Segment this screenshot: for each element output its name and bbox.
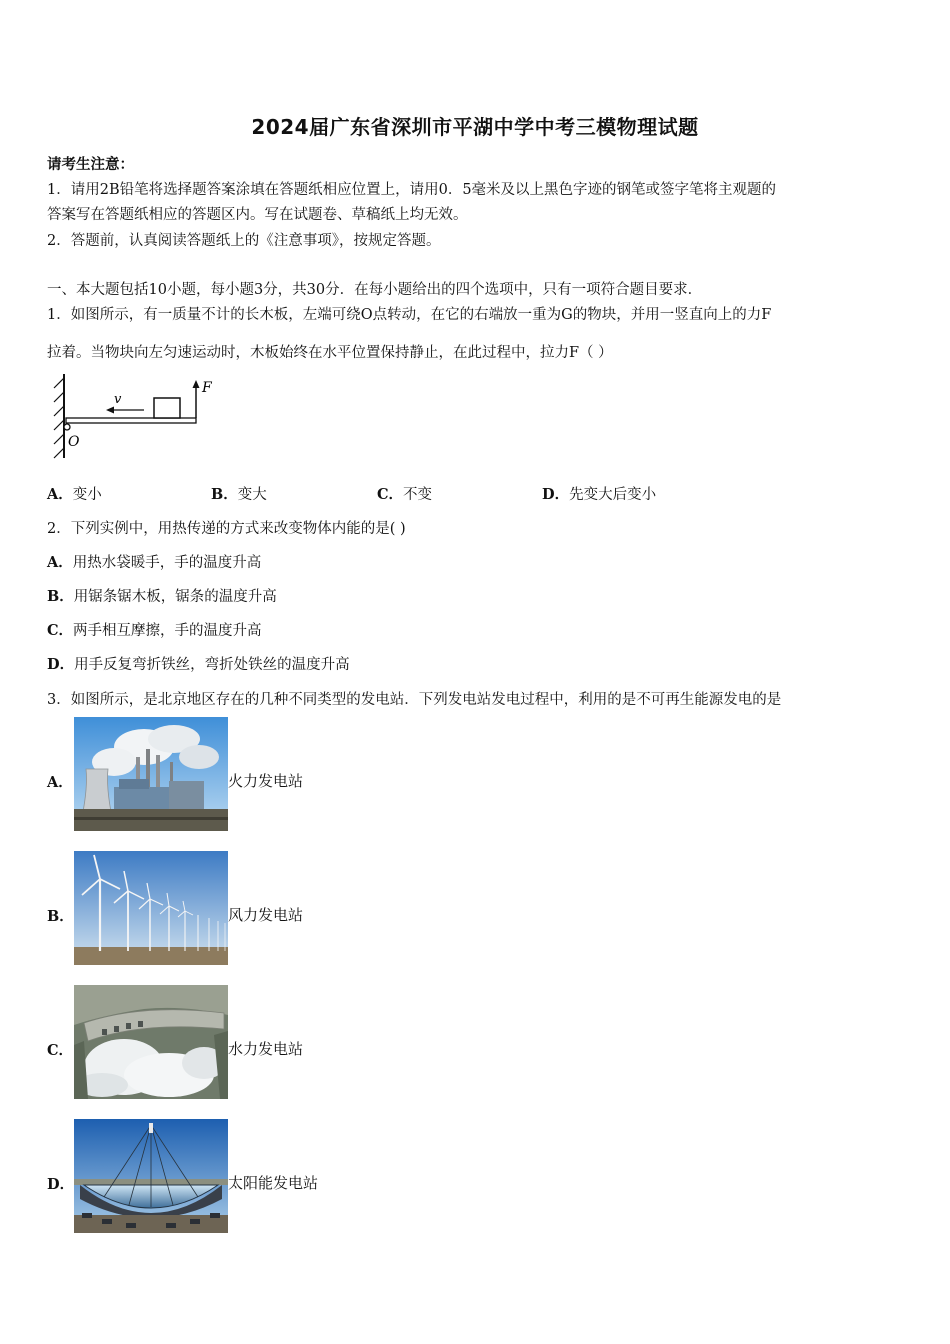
q3-option-a-key[interactable]: A． — [47, 774, 73, 791]
q1-label-o: O — [68, 434, 80, 450]
q3-option-a-text: 火力发电站 — [228, 772, 304, 790]
q1-label-f: F — [202, 380, 212, 396]
q1-stem-line-2: 拉着。当物块向左匀速运动时，木板始终在水平位置保持静止，在此过程中，拉力F（ ） — [47, 345, 613, 361]
q3-option-b-text: 风力发电站 — [228, 906, 304, 924]
q2-stem: 2．下列实例中，用热传递的方式来改变物体内能的是( ) — [47, 521, 406, 537]
notice-item-2: 2．答题前，认真阅读答题纸上的《注意事项》，按规定答题。 — [47, 233, 441, 249]
q3-option-d-text: 太阳能发电站 — [228, 1174, 319, 1192]
q2-option-d[interactable]: D．用手反复弯折铁丝，弯折处铁丝的温度升高 — [47, 656, 350, 673]
section-1-header: 一、本大题包括10小题，每小题3分，共30分．在每小题给出的四个选项中，只有一项符合题目要求． — [47, 282, 703, 298]
q1-option-b[interactable]: B．变大 — [211, 486, 267, 503]
q1-stem-line-1: 1．如图所示，有一质量不计的长木板，左端可绕O点转动，在它的右端放一重为G的物块，并用一竖直向上的力F — [47, 307, 772, 323]
solar-power-station-image — [74, 1119, 228, 1233]
page-title: 2024届广东省深圳市平湖中学中考三模物理试题 — [251, 115, 699, 139]
wind-power-station-image — [74, 851, 228, 965]
q3-option-c-text: 水力发电站 — [228, 1040, 304, 1058]
notice-heading: 请考生注意： — [47, 156, 134, 173]
q1-label-v: v — [114, 392, 122, 407]
q2-option-a[interactable]: A．用热水袋暖手，手的温度升高 — [47, 554, 262, 571]
q1-lever-figure — [44, 370, 224, 462]
hydro-power-station-image — [74, 985, 228, 1099]
q3-option-b-key[interactable]: B． — [47, 908, 74, 925]
thermal-power-station-image — [74, 717, 228, 831]
notice-item-1-line-2: 答案写在答题纸相应的答题区内。写在试题卷、草稿纸上均无效。 — [47, 207, 468, 223]
q2-option-b[interactable]: B．用锯条锯木板，锯条的温度升高 — [47, 588, 277, 605]
q1-option-c[interactable]: C．不变 — [377, 486, 433, 503]
q3-option-c-key[interactable]: C． — [47, 1042, 74, 1059]
notice-item-1-line-1: 1．请用2B铅笔将选择题答案涂填在答题纸相应位置上，请用0．5毫米及以上黑色字迹的钢笔或签字笔将主观题的 — [47, 182, 777, 198]
q3-option-d-key[interactable]: D． — [47, 1176, 75, 1193]
q3-stem: 3．如图所示，是北京地区存在的几种不同类型的发电站．下列发电站发电过程中，利用的是不可再生能源发电的是 — [47, 692, 782, 708]
q1-option-d[interactable]: D．先变大后变小 — [542, 486, 657, 503]
q2-option-c[interactable]: C．两手相互摩擦，手的温度升高 — [47, 622, 262, 639]
q1-option-a[interactable]: A．变小 — [47, 486, 102, 503]
